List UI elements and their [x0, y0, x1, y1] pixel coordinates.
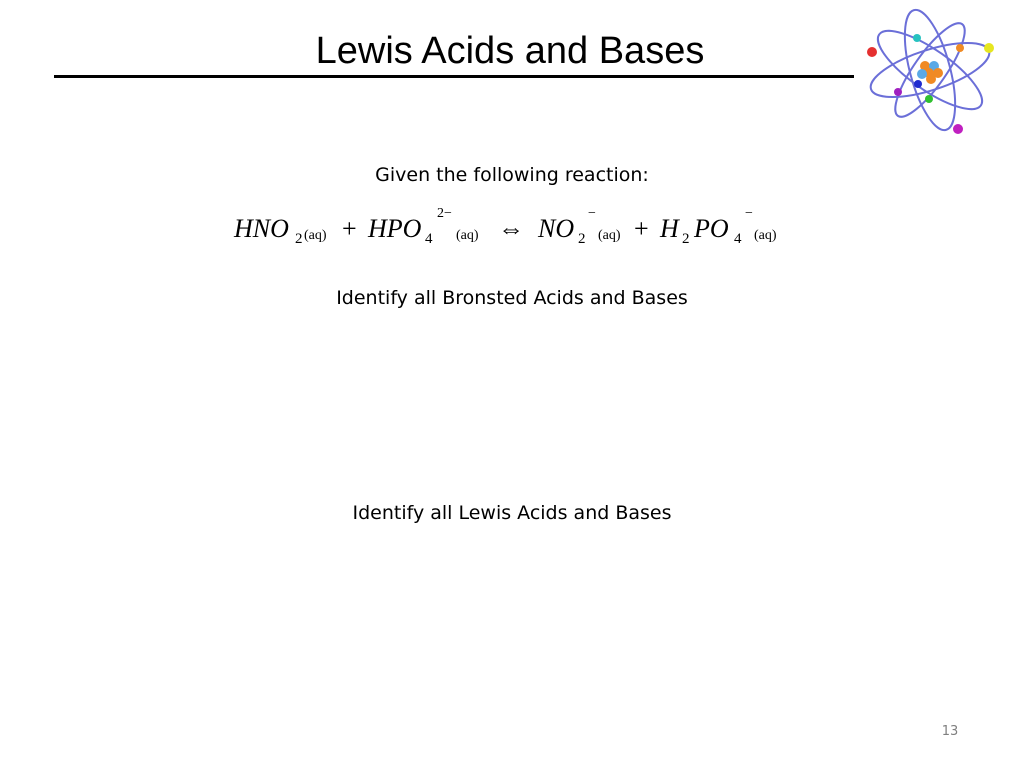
title-underline	[54, 75, 854, 78]
lewis-question: Identify all Lewis Acids and Bases	[352, 502, 672, 524]
plus-sign: +	[634, 214, 649, 243]
charge-superscript: −	[745, 206, 753, 221]
slide-title: Lewis Acids and Bases	[315, 30, 705, 72]
subscript: 2	[682, 231, 690, 247]
subscript: 4	[734, 231, 742, 247]
phase-label: (aq)	[598, 228, 621, 243]
phase-label: (aq)	[456, 228, 479, 243]
subscript: 2	[295, 231, 303, 247]
nucleus	[917, 61, 943, 84]
subscript: 2	[578, 231, 586, 247]
chemical-equation	[232, 206, 792, 256]
product-h: H	[660, 214, 679, 243]
product-po4: PO	[694, 214, 729, 243]
reactant-hpo4: HPO	[368, 214, 422, 243]
reactant-hno2: HNO	[234, 214, 289, 243]
atom-model-icon	[862, 6, 1002, 138]
page-number: 13	[941, 724, 959, 739]
bronsted-question: Identify all Bronsted Acids and Bases	[336, 287, 688, 309]
subscript: 4	[425, 231, 433, 247]
charge-superscript: 2−	[437, 206, 452, 221]
charge-superscript: −	[588, 206, 596, 221]
reaction-prompt: Given the following reaction:	[375, 164, 649, 186]
phase-label: (aq)	[304, 228, 327, 243]
plus-sign: +	[342, 214, 357, 243]
equilibrium-arrow: ⇔	[498, 214, 524, 243]
phase-label: (aq)	[754, 228, 777, 243]
product-no2: NO	[538, 214, 575, 243]
